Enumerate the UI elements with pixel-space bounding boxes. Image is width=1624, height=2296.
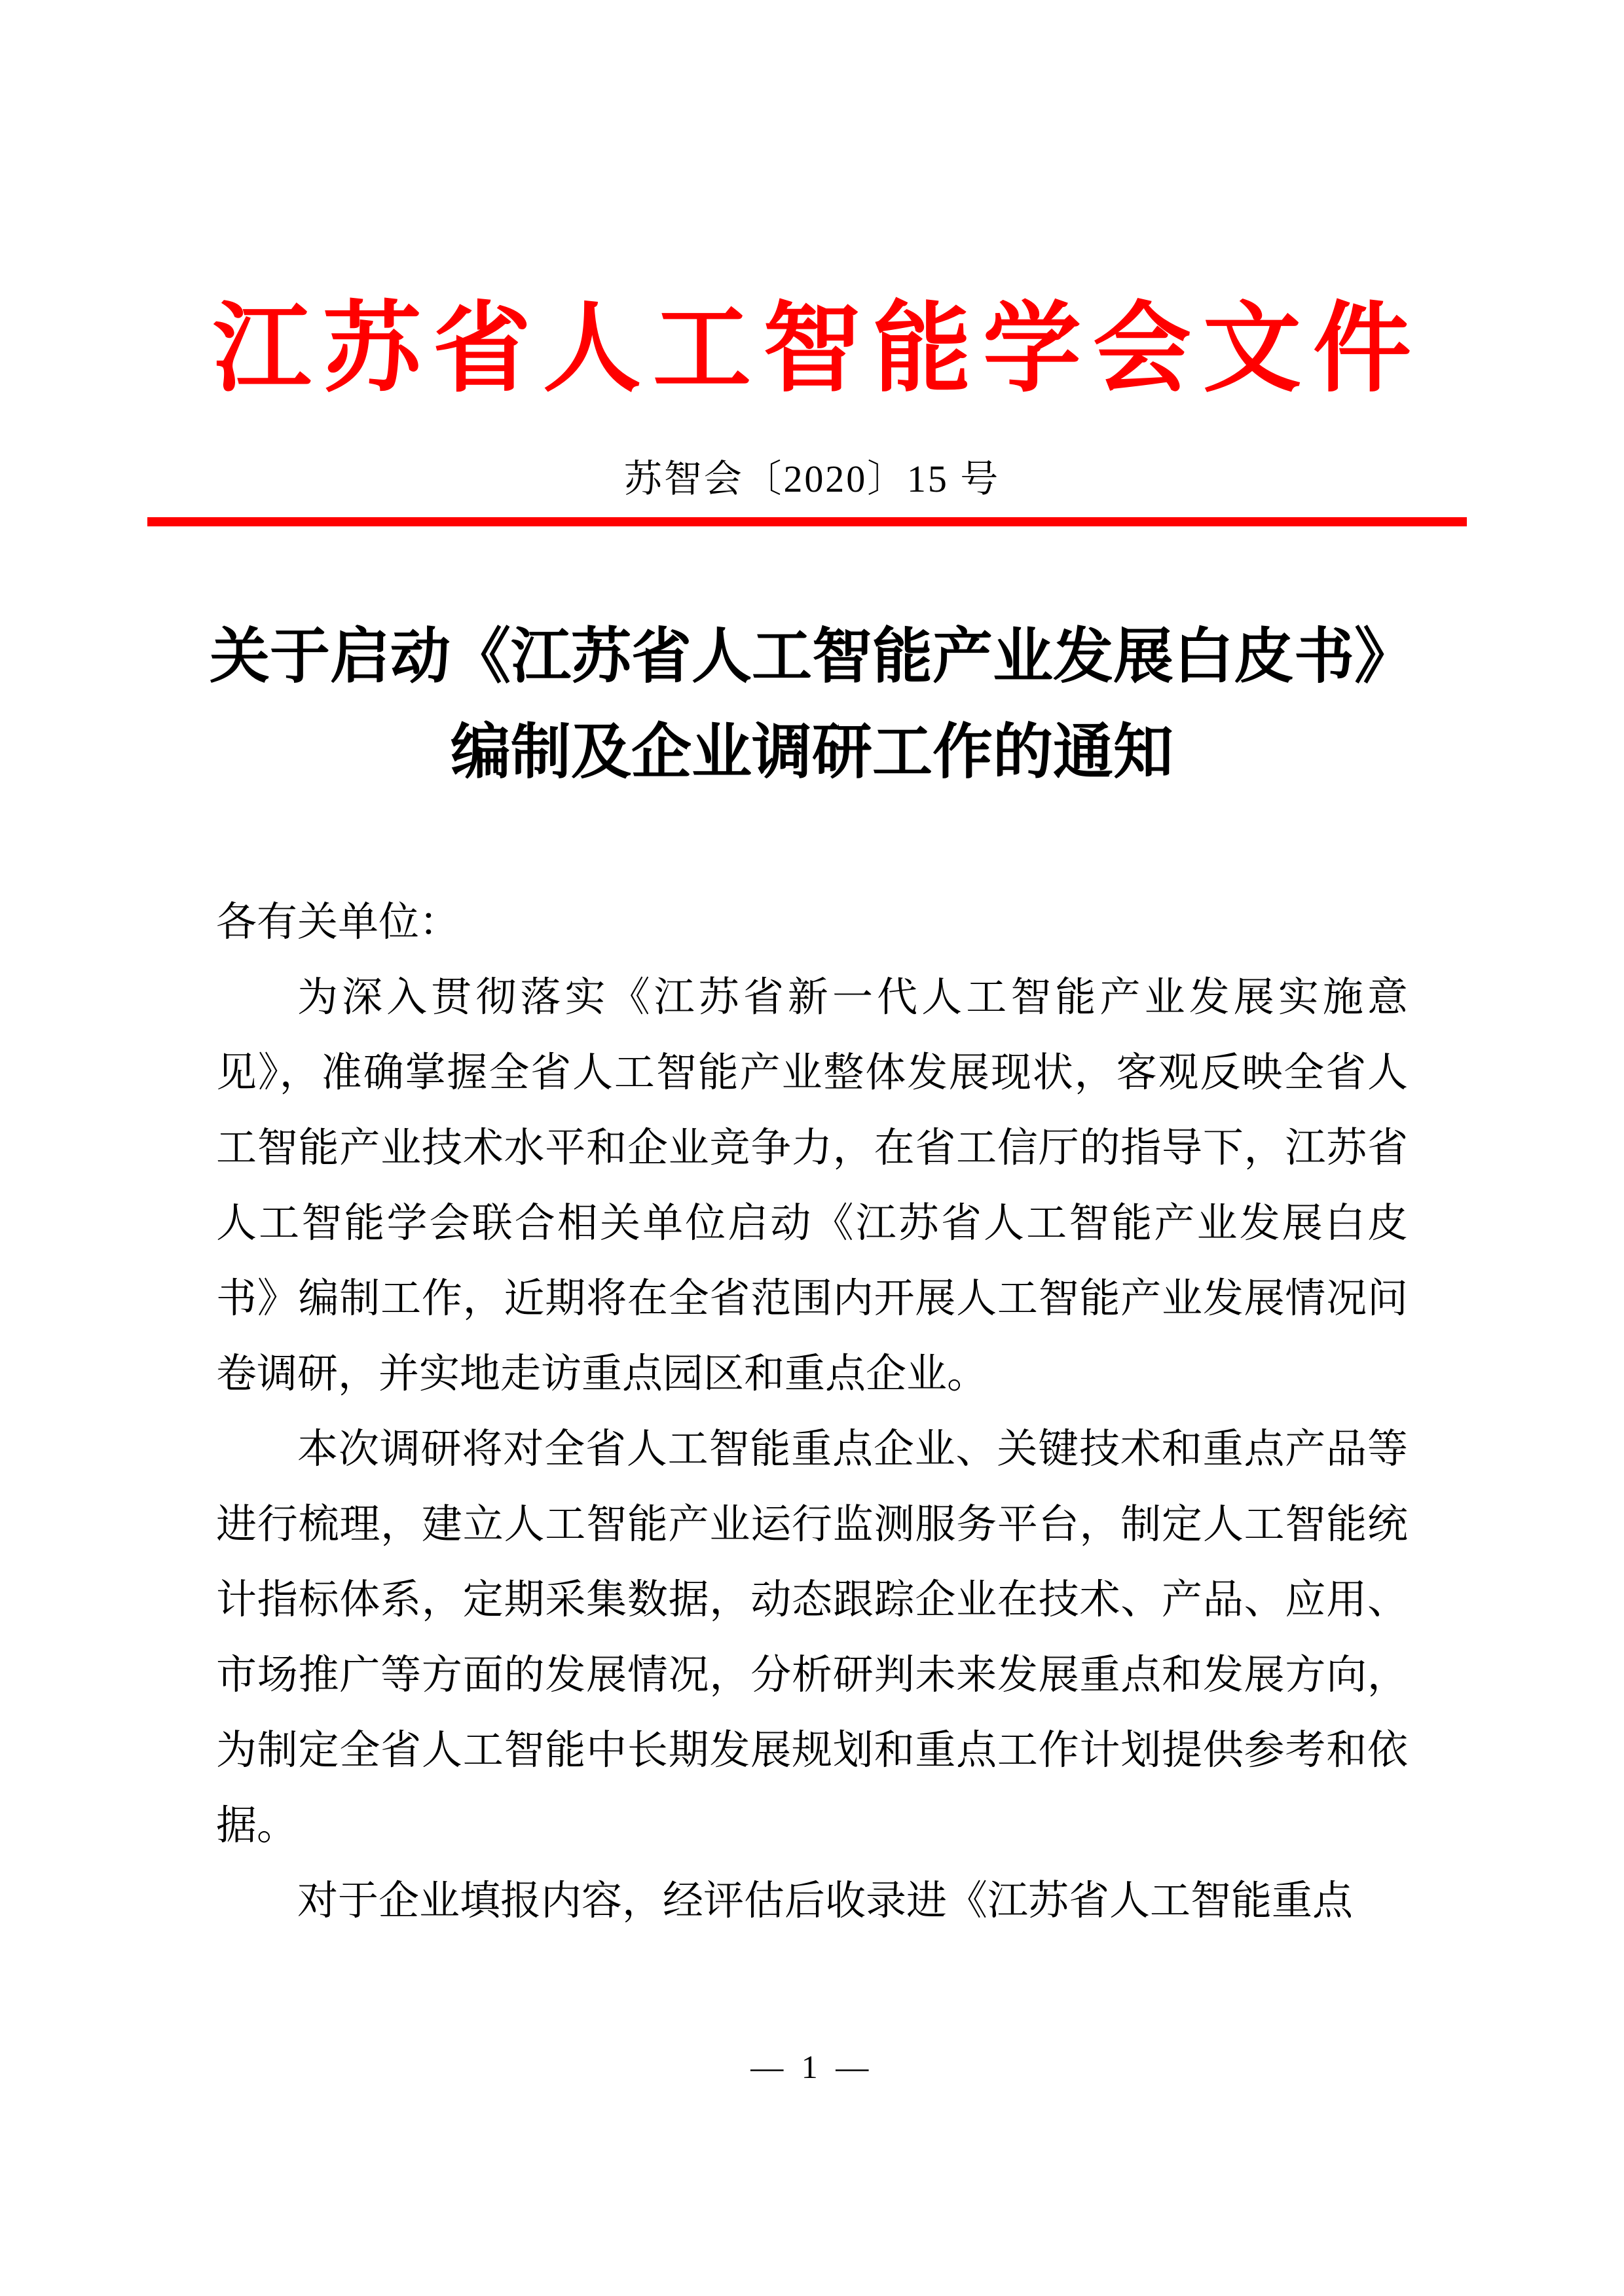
document-title-line1: 关于启动《江苏省人工智能产业发展白皮书》 [209, 623, 1414, 690]
document-number: 苏智会〔2020〕15 号 [623, 458, 1001, 500]
document-header-org-title: 江苏省人工智能学会文件 [212, 295, 1423, 404]
body-paragraph-3: 对于企业填报内容，经评估后收录进《江苏省人工智能重点 [297, 1879, 1354, 1923]
page-number: — 1 — [750, 2049, 874, 2085]
salutation-line: 各有关单位： [216, 900, 460, 945]
document-title [108, 609, 1516, 800]
body-paragraph-1: 为深入贯彻落实《江苏省新一代人工智能产业发展实施意见》，准确掌握全省人工智能产业整体发展现状，客观反映全省人工智能产业技术水平和企业竞争力，在省工信厅的指导下，江苏省人工智能学会联合相关单位启动《江苏省人工智能产业发展白皮书》编制工作，近期将在全省范围内开展人工智能产业发展情况问卷调研，并实地走访重点园区和重点企业。 [216, 975, 1408, 1396]
document-title-line2: 编制及企业调研工作的通知 [450, 719, 1173, 786]
red-divider-line [147, 517, 1467, 526]
body-paragraph-2: 本次调研将对全省人工智能重点企业、关键技术和重点产品等进行梳理，建立人工智能产业运行监测服务平台，制定人工智能统计指标体系，定期采集数据，动态跟踪企业在技术、产品、应用、市场推广等方面的发展情况，分析研判未来发展重点和发展方向，为制定全省人工智能中长期发展规划和重点工作计划提供参考和依据。 [216, 1427, 1408, 1848]
document-body [216, 885, 1408, 1939]
